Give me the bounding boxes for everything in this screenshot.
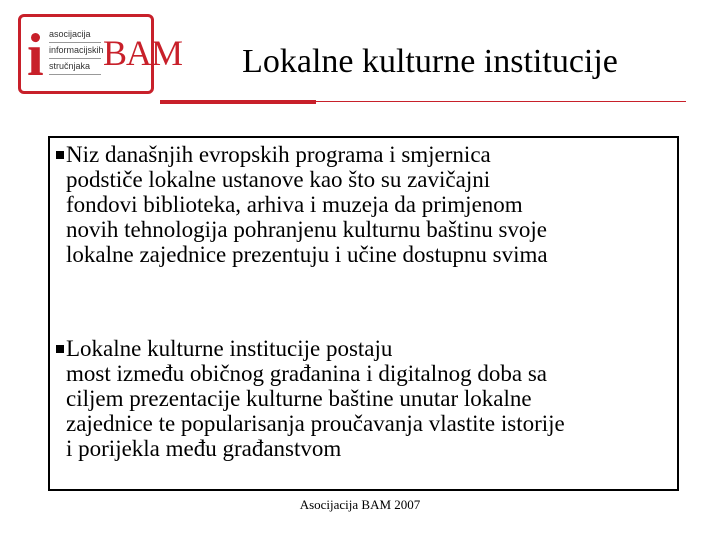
bullet-item xyxy=(50,142,650,282)
bullet-line: i porijekla među građanstvom xyxy=(66,436,342,461)
bullet-line: zajednice te popularisanja proučavanja vlastite istorije xyxy=(66,411,565,436)
bam-logo xyxy=(18,14,183,94)
logo-letter: i xyxy=(27,22,44,88)
content-panel xyxy=(48,136,679,491)
page-title: Lokalne kulturne institucije xyxy=(242,43,618,80)
bullet-line: Lokalne kulturne institucije postaju xyxy=(66,336,393,361)
logo-tagline xyxy=(49,27,104,75)
footer-text: Asocijacija BAM 2007 xyxy=(299,497,421,512)
bullet-text xyxy=(66,336,666,461)
bullet-line: Niz današnjih evropskih programa i smjernica xyxy=(66,142,491,167)
bullet-square-icon xyxy=(56,151,64,159)
title-rule-accent xyxy=(160,100,316,104)
bullet-line: podstiče lokalne ustanove kao što su zavičajni xyxy=(66,167,491,192)
bullet-line: novih tehnologija pohranjenu kulturnu baštinu svoje xyxy=(66,217,548,242)
bullet-item xyxy=(50,336,650,476)
bullet-line: most između običnog građanina i digitalnog doba sa xyxy=(66,361,547,386)
logo-line: informacijskih xyxy=(49,43,101,59)
bullet-line: ciljem prezentacije kulturne baštine unutar lokalne xyxy=(66,386,532,411)
bullet-line: fondovi biblioteka, arhiva i muzeja da primjenom xyxy=(66,192,523,217)
title-rule xyxy=(316,101,686,102)
logo-wordmark: BAM xyxy=(103,33,183,73)
bullet-square-icon xyxy=(56,345,64,353)
bullet-text xyxy=(66,142,666,267)
logo-line: asocijacija xyxy=(49,27,101,43)
logo-line: stručnjaka xyxy=(49,59,101,75)
bullet-line: lokalne zajednice prezentuju i učine dostupnu svima xyxy=(66,242,548,267)
